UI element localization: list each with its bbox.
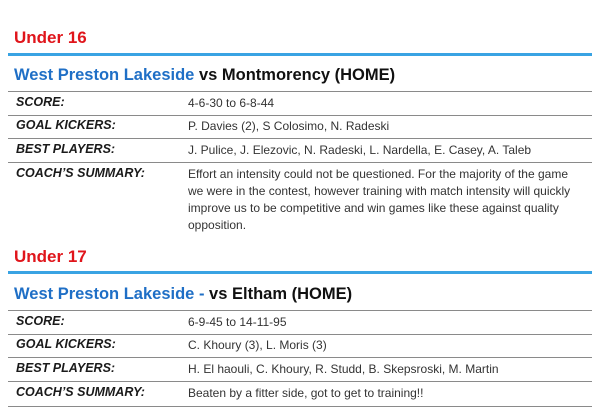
table-row-score	[8, 91, 592, 116]
table-row-goal-kickers	[8, 115, 592, 139]
section-heading-under-17: Under 17	[14, 247, 87, 266]
opponent-name: vs Eltham (HOME)	[209, 285, 353, 303]
match-title	[14, 285, 352, 304]
row-label: COACH’S SUMMARY:	[16, 166, 145, 180]
table-row-coach-summary	[8, 382, 592, 407]
row-value: Effort an intensity could not be questioned. For the majority of the game we were in the contest, however training with match intensity will quickly improve us to be competitive and win games like these against quality opposition.	[188, 167, 571, 232]
row-value: 4-6-30 to 6-8-44	[188, 96, 275, 110]
home-team-name: West Preston Lakeside	[14, 66, 195, 84]
row-value: Beaten by a fitter side, got to get to training!!	[188, 386, 424, 400]
row-value: 6-9-45 to 14-11-95	[188, 315, 287, 329]
row-label: COACH’S SUMMARY:	[16, 385, 145, 399]
table-row-goal-kickers	[8, 334, 592, 358]
row-value: P. Davies (2), S Colosimo, N. Radeski	[188, 119, 390, 133]
section-divider	[8, 53, 592, 56]
row-value: C. Khoury (3), L. Moris (3)	[188, 338, 327, 352]
table-row-best-players	[8, 139, 592, 163]
table-row-score	[8, 310, 592, 335]
row-label: SCORE:	[16, 314, 65, 328]
row-value: J. Pulice, J. Elezovic, N. Radeski, L. Nardella, E. Casey, A. Taleb	[188, 143, 532, 157]
home-team-name: West Preston Lakeside	[14, 285, 195, 303]
table-row-coach-summary	[8, 163, 592, 238]
home-team-separator: -	[198, 285, 205, 303]
row-label: BEST PLAYERS:	[16, 361, 116, 375]
row-label: BEST PLAYERS:	[16, 142, 116, 156]
opponent-name: vs Montmorency (HOME)	[198, 66, 396, 84]
table-row-best-players	[8, 358, 592, 382]
row-label: GOAL KICKERS:	[16, 337, 116, 351]
section-heading-under-16: Under 16	[14, 28, 87, 47]
row-label: GOAL KICKERS:	[16, 118, 116, 132]
row-value: H. El haouli, C. Khoury, R. Studd, B. Skepsroski, M. Martin	[188, 362, 499, 376]
match-title	[14, 66, 395, 85]
row-label: SCORE:	[16, 95, 65, 109]
section-divider	[8, 271, 592, 274]
